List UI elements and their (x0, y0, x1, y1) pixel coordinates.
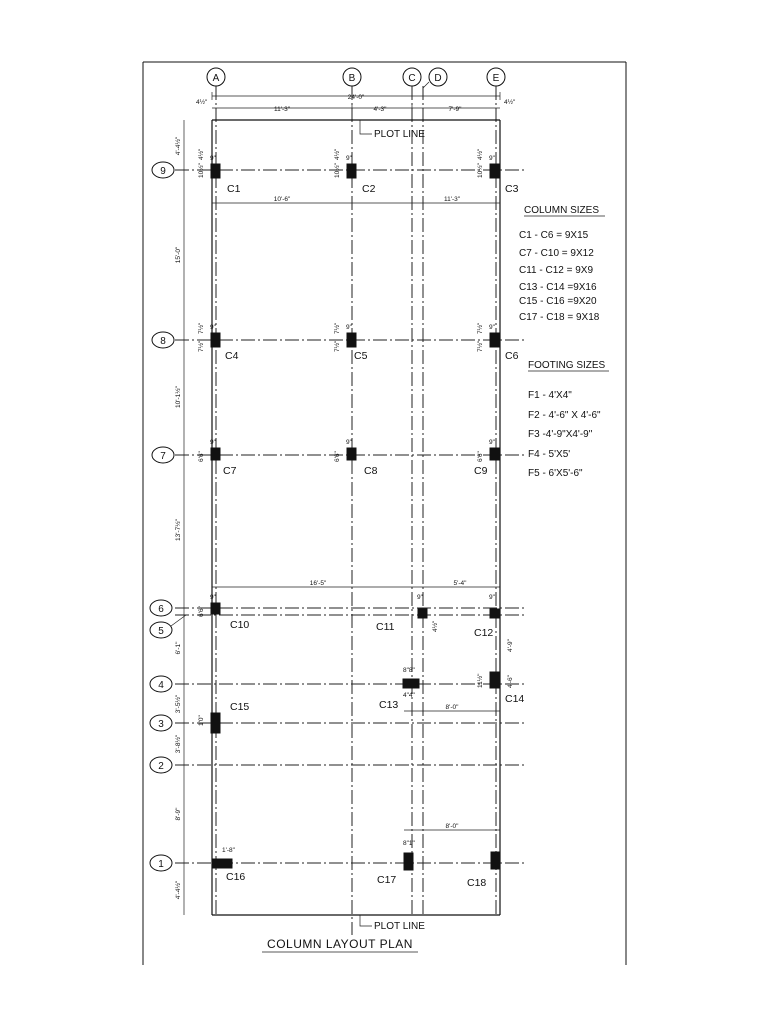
column-C13 (403, 679, 419, 688)
column-dimension-annotations (197, 148, 514, 854)
column-C12 (490, 609, 499, 618)
column-size-item: C13 - C14 =9X16 (519, 282, 597, 293)
dim-left: 4'-4½" (175, 880, 182, 900)
column-label: C8 (364, 465, 378, 477)
grid-bubble-label: 6 (158, 604, 164, 615)
plot-line-leader-bottom (360, 915, 372, 926)
grid-bubble-3 (150, 715, 172, 731)
col-dim: 6'6" (334, 451, 341, 462)
grid-bubble-5 (150, 615, 186, 638)
column-C10 (211, 603, 220, 614)
column-size-item: C7 - C10 = 9X12 (519, 248, 594, 259)
col-dim: 9" (417, 594, 423, 601)
column-label: C7 (223, 465, 237, 477)
column-label: C5 (354, 350, 368, 362)
col-dim: 7½" (477, 340, 484, 352)
footing-size-item: F4 - 5'X5' (528, 449, 571, 460)
col-dim: 4½" (334, 148, 341, 160)
column-label: C17 (377, 874, 397, 886)
col-dim: 7½" (198, 322, 205, 334)
col-dim: 11½" (477, 673, 484, 688)
dim-grid1-segment: 8'-0" (445, 823, 459, 830)
dim-grid3-segment: 8'-0" (445, 704, 459, 711)
col-dim: 4'-9" (507, 639, 514, 652)
grid-bubble-label: 1 (158, 859, 164, 870)
column-label: C4 (225, 350, 239, 362)
grid-bubble-label: C (408, 73, 416, 84)
drawing-title-block (262, 937, 418, 952)
grid-bubble-1 (150, 855, 172, 871)
col-dim: 9" (210, 594, 216, 601)
dim-left: 13'-7½" (175, 519, 182, 541)
grid-bubble-B (343, 68, 361, 86)
column-C3 (490, 164, 499, 178)
column-sizes-heading: COLUMN SIZES (524, 205, 600, 216)
column-C18 (491, 852, 500, 869)
column-C2 (347, 164, 356, 178)
grid-bubble-label: 4 (158, 680, 164, 691)
column-size-item: C11 - C12 = 9X9 (519, 265, 594, 276)
grid-bubble-label: A (212, 73, 220, 84)
column-C7 (211, 448, 220, 460)
col-dim: 9" (489, 155, 495, 162)
column-labels (223, 183, 524, 889)
dim-grid9-segment: 11'-3" (443, 196, 461, 203)
grid-bubble-8 (152, 332, 174, 348)
col-dim: 9" (346, 155, 352, 162)
column-C15 (211, 713, 220, 733)
col-dim: 4½" (477, 148, 484, 160)
col-dim: 10½" (198, 163, 205, 178)
col-dim: 9" (210, 324, 216, 331)
dim-left: 3'-5½" (175, 694, 182, 714)
grid-bubble-D (423, 68, 447, 88)
column-C17 (404, 853, 413, 870)
col-dim: 7½" (334, 340, 341, 352)
vertical-grid-bubbles (207, 68, 505, 88)
col-dim: 8"8" (403, 667, 415, 674)
column-blocks (211, 164, 500, 870)
footing-size-item: F1 - 4'X4" (528, 390, 572, 401)
dim-left: 6'-1" (175, 641, 182, 655)
col-dim: 9" (489, 324, 495, 331)
footing-sizes-heading: FOOTING SIZES (528, 360, 606, 371)
footing-size-item: F2 - 4'-6" X 4'-6" (528, 410, 601, 421)
col-dim: 9" (210, 439, 216, 446)
dim-left: 8'-9" (175, 807, 182, 821)
dim-left-offset: 4½" (196, 99, 208, 106)
col-dim: 6'6" (198, 451, 205, 462)
top-dimensions (196, 92, 516, 830)
plot-boundary (212, 120, 500, 932)
plot-line-leader-top (360, 120, 372, 134)
col-dim: 8"1" (403, 840, 415, 847)
grid-bubble-2 (150, 757, 172, 773)
footing-size-item: F5 - 6'X5'-6" (528, 468, 583, 479)
grid-bubble-4 (150, 676, 172, 692)
column-size-item: C15 - C16 =9X20 (519, 296, 597, 307)
column-C14 (490, 672, 499, 688)
grid-bubble-label: 9 (160, 166, 166, 177)
column-C8 (347, 448, 356, 460)
grid-bubble-E (487, 68, 505, 86)
dim-left: 10'-1½" (175, 386, 182, 408)
column-label: C18 (467, 877, 487, 889)
column-C9 (490, 448, 499, 460)
col-dim: 9" (489, 594, 495, 601)
left-dimensions (174, 120, 184, 915)
column-C11 (418, 609, 427, 618)
column-C1 (211, 164, 220, 178)
dim-segment: 7'-9" (448, 106, 462, 113)
grid-bubble-label: 5 (158, 626, 164, 637)
col-dim: 10½" (477, 163, 484, 178)
col-dim: 9" (346, 439, 352, 446)
dim-grid6-segment: 16'-5" (309, 580, 327, 587)
column-label: C9 (474, 465, 488, 477)
col-dim: 4½" (432, 620, 439, 632)
col-dim: 9" (210, 155, 216, 162)
column-label: C12 (474, 627, 494, 639)
grid-bubble-9 (152, 162, 174, 178)
dim-overall-width: 24'-0" (347, 94, 365, 101)
grid-bubble-6 (150, 600, 172, 616)
column-C6 (490, 333, 499, 347)
col-dim: 9" (489, 439, 495, 446)
plot-line-label-bottom: PLOT LINE (374, 921, 425, 932)
dim-grid6-segment: 5'-4" (453, 580, 467, 587)
horizontal-grid-lines (175, 170, 526, 863)
dim-segment: 4'-3" (373, 106, 387, 113)
col-dim: 1'-8" (222, 847, 235, 854)
column-C5 (347, 333, 356, 347)
column-C4 (211, 333, 220, 347)
grid-bubble-label: 8 (160, 336, 166, 347)
grid-bubble-C (403, 68, 421, 86)
col-dim: 7½" (198, 340, 205, 352)
col-dim: 6'6" (477, 451, 484, 462)
grid-bubble-label: B (348, 73, 356, 84)
grid-bubble-label: 3 (158, 719, 164, 730)
col-dim: 4½" (198, 148, 205, 160)
col-dim: 10½" (334, 163, 341, 178)
column-label: C6 (505, 350, 519, 362)
dim-grid9-segment: 10'-6" (273, 196, 291, 203)
footing-size-item: F3 -4'-9"X4'-9" (528, 429, 593, 440)
column-label: C1 (227, 183, 241, 195)
col-dim: 1'0" (198, 715, 205, 726)
grid-bubble-label: 2 (158, 761, 164, 772)
plot-line-label-top: PLOT LINE (374, 129, 425, 140)
column-label: C13 (379, 699, 399, 711)
dim-right-offset: 4½" (504, 99, 516, 106)
column-label: C16 (226, 871, 246, 883)
col-dim: 4'-6" (507, 675, 514, 688)
col-dim: 9" (346, 324, 352, 331)
col-dim: 4"4" (403, 692, 415, 699)
col-dim: 6'6" (198, 606, 205, 617)
grid-bubble-label: 7 (160, 451, 166, 462)
column-label: C3 (505, 183, 519, 195)
col-dim: 7½" (477, 322, 484, 334)
column-size-item: C1 - C6 = 9X15 (519, 230, 589, 241)
column-C16 (212, 859, 232, 868)
dim-left: 4'-4½" (175, 136, 182, 156)
column-label: C2 (362, 183, 376, 195)
grid-bubble-7 (152, 447, 174, 463)
column-size-item: C17 - C18 = 9X18 (519, 312, 600, 323)
dim-segment: 11'-3" (273, 106, 291, 113)
col-dim: 7½" (334, 322, 341, 334)
column-label: C15 (230, 701, 250, 713)
grid-bubble-A (207, 68, 225, 86)
dim-left: 3'-8½" (175, 734, 182, 754)
column-sizes-legend (519, 205, 605, 323)
drawing-title: COLUMN LAYOUT PLAN (267, 937, 413, 951)
column-label: C11 (376, 621, 395, 633)
column-label: C10 (230, 619, 250, 631)
vertical-grid-lines (216, 86, 496, 935)
grid-bubble-label: E (492, 73, 500, 84)
column-label: C14 (505, 693, 525, 705)
dim-left: 15'-0" (175, 246, 182, 264)
grid-bubble-label: D (434, 73, 442, 84)
footing-sizes-legend (528, 360, 609, 479)
